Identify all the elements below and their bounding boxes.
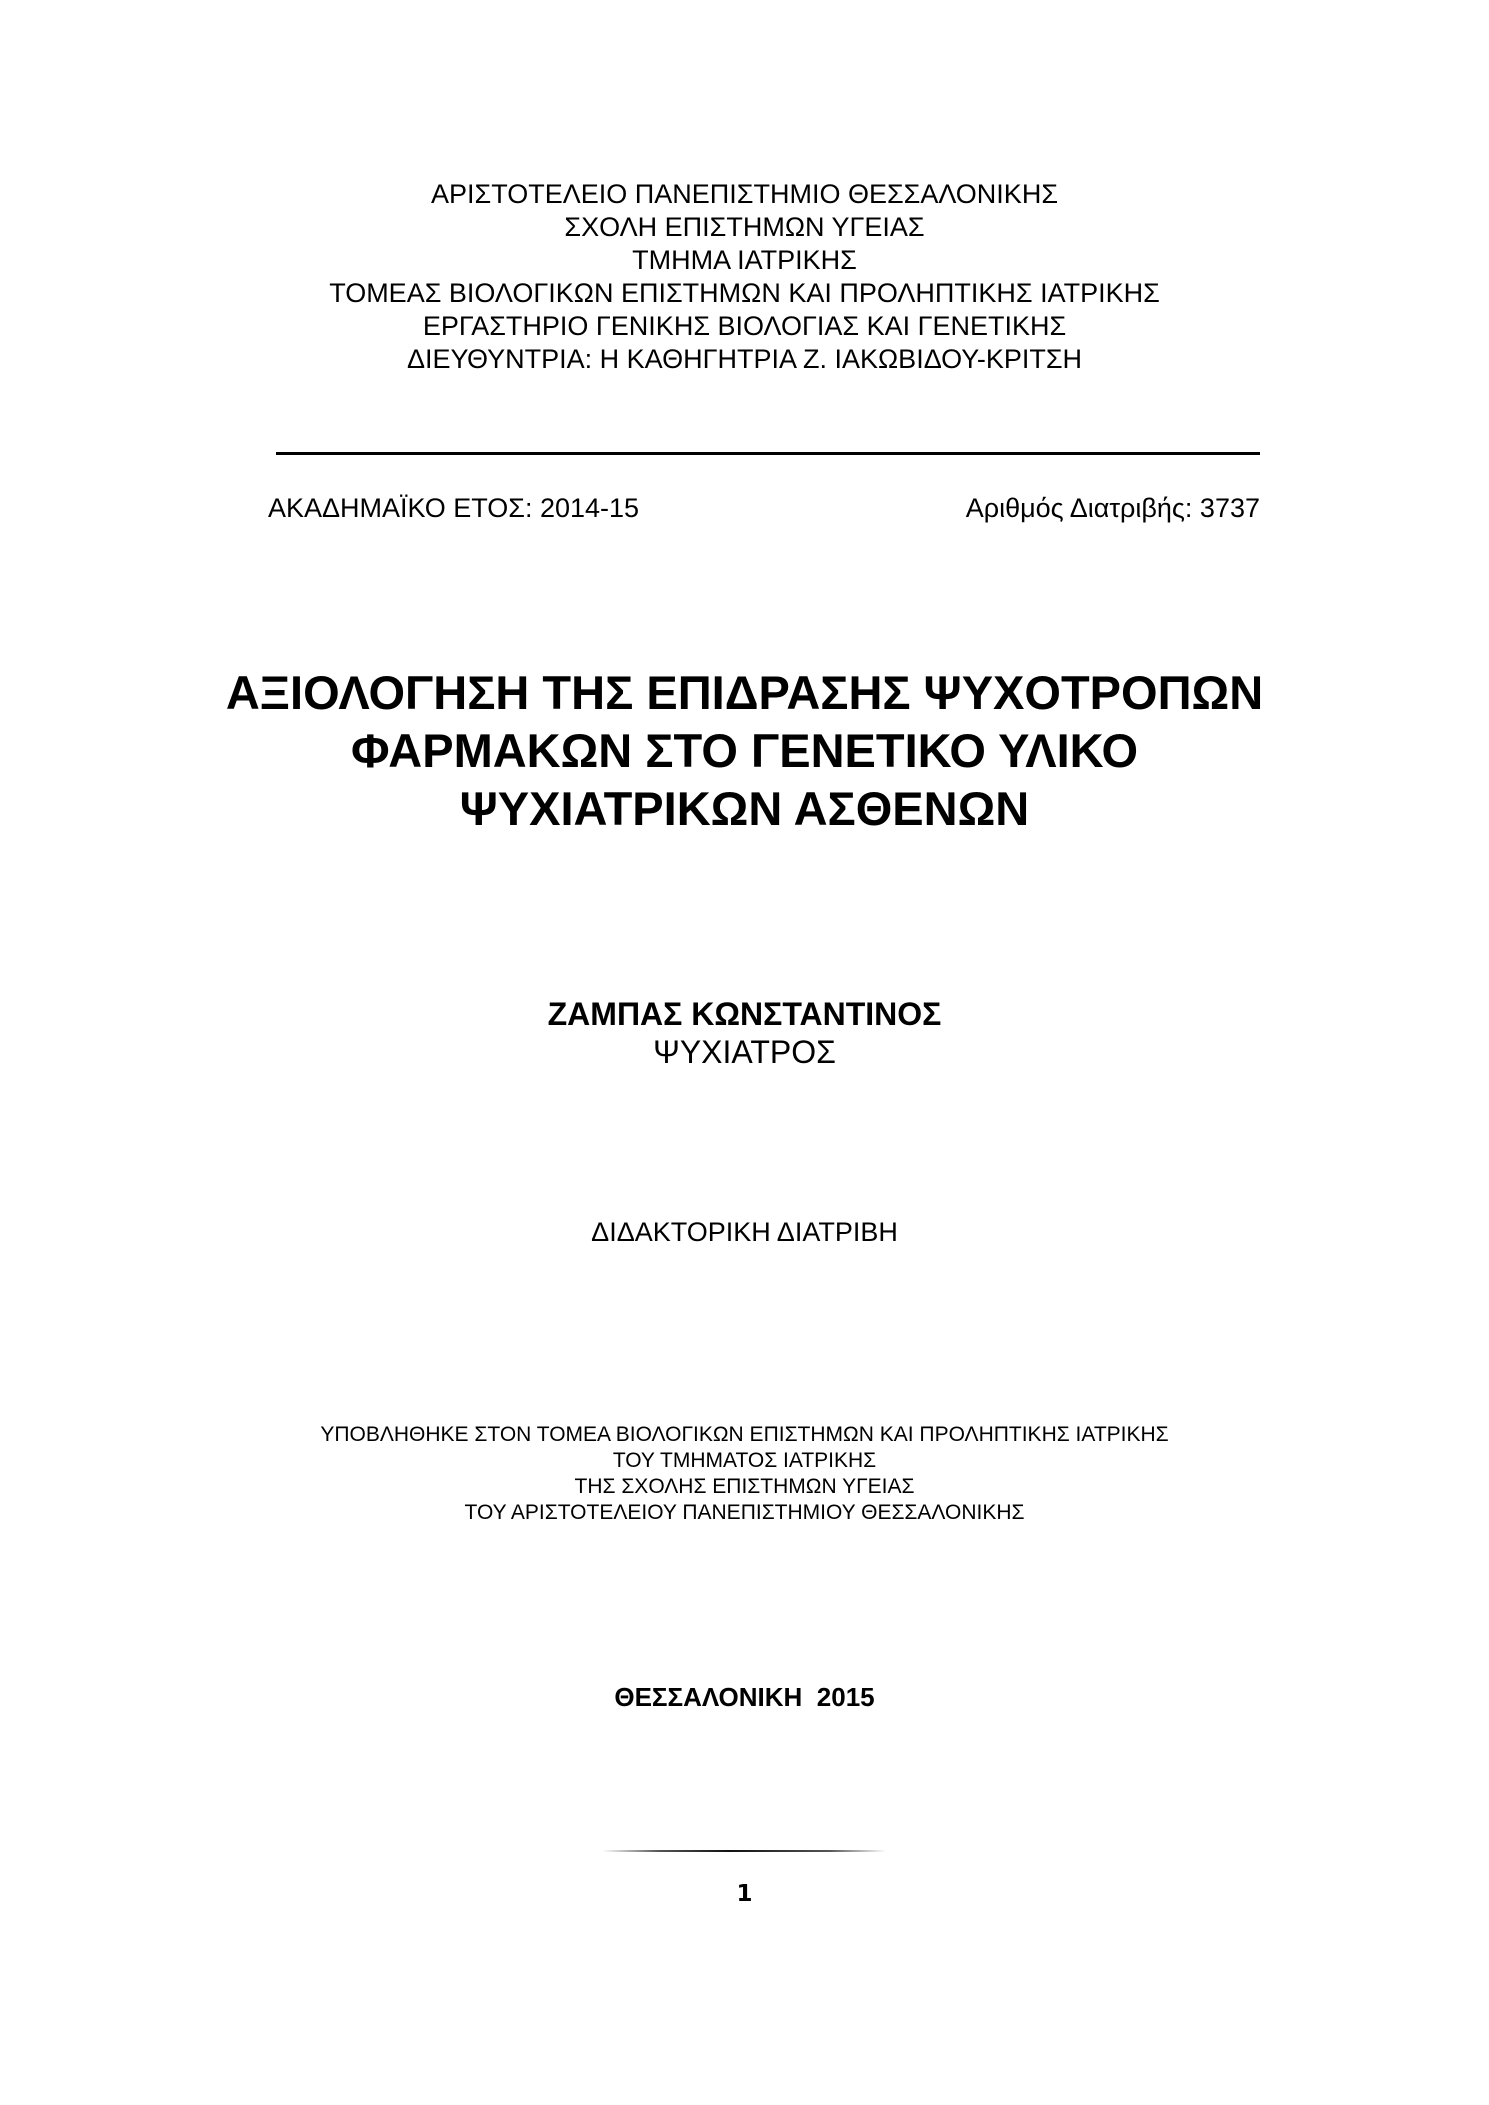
page-number: 1 [736, 1881, 753, 1907]
submitted-line-3: ΤΗΣ ΣΧΟΛΗΣ ΕΠΙΣΤΗΜΩΝ ΥΓΕΙΑΣ [574, 1475, 915, 1498]
title-line-3: ΨΥΧΙΑΤΡΙΚΩΝ ΑΣΘΕΝΩΝ [459, 782, 1030, 835]
author-role: ΨΥΧΙΑΤΡΟΣ [653, 1034, 836, 1070]
sector-name: ΤΟΜΕΑΣ ΒΙΟΛΟΓΙΚΩΝ ΕΠΙΣΤΗΜΩΝ ΚΑΙ ΠΡΟΛΗΠΤΙΚΗΣ ΙΑΤΡΙΚΗΣ [329, 278, 1160, 308]
thesis-title [0, 664, 1489, 838]
author-name: ΖΑΜΠΑΣ ΚΩΝΣΤΑΝΤΙΝΟΣ [547, 996, 942, 1032]
title-line-1: ΑΞΙΟΛΟΓΗΣΗ ΤΗΣ ΕΠΙΔΡΑΣΗΣ ΨΥΧΟΤΡΟΠΩΝ [225, 666, 1264, 719]
author-block [0, 995, 1489, 1071]
laboratory-name: ΕΡΓΑΣΤΗΡΙΟ ΓΕΝΙΚΗΣ ΒΙΟΛΟΓΙΑΣ ΚΑΙ ΓΕΝΕΤΙΚΗΣ [422, 311, 1067, 341]
title-line-2: ΦΑΡΜΑΚΩΝ ΣΤΟ ΓΕΝΕΤΙΚΟ ΥΛΙΚΟ [350, 724, 1139, 777]
header-divider [276, 452, 1260, 455]
submitted-line-4: ΤΟΥ ΑΡΙΣΤΟΤΕΛΕΙΟΥ ΠΑΝΕΠΙΣΤΗΜΙΟΥ ΘΕΣΣΑΛΟΝΙΚΗΣ [464, 1501, 1025, 1524]
department-name: ΤΜΗΜΑ ΙΑΤΡΙΚΗΣ [632, 245, 857, 275]
submitted-line-1: ΥΠΟΒΛΗΘΗΚΕ ΣΤΟΝ ΤΟΜΕΑ ΒΙΟΛΟΓΙΚΩΝ ΕΠΙΣΤΗΜΩΝ ΚΑΙ ΠΡΟΛΗΠΤΙΚΗΣ ΙΑΤΡΙΚΗΣ [320, 1423, 1169, 1446]
footer-divider [602, 1850, 886, 1852]
institution-header [0, 178, 1489, 376]
thesis-type: ΔΙΔΑΚΤΟΡΙΚΗ ΔΙΑΤΡΙΒΗ [591, 1217, 898, 1247]
submitted-line-2: ΤΟΥ ΤΜΗΜΑΤΟΣ ΙΑΤΡΙΚΗΣ [612, 1449, 877, 1472]
director-line: ΔΙΕΥΘΥΝΤΡΙΑ: Η ΚΑΘΗΓΗΤΡΙΑ Ζ. ΙΑΚΩΒΙΔΟΥ-ΚΡΙΤΣΗ [406, 344, 1083, 374]
academic-year: ΑΚΑΔΗΜΑΪΚΟ ΕΤΟΣ: 2014-15 [268, 493, 640, 523]
place-and-date: ΘΕΣΣΑΛΟΝΙΚΗ 2015 [614, 1682, 875, 1712]
university-name: ΑΡΙΣΤΟΤΕΛΕΙΟ ΠΑΝΕΠΙΣΤΗΜΙΟ ΘΕΣΣΑΛΟΝΙΚΗΣ [430, 179, 1059, 209]
school-name: ΣΧΟΛΗ ΕΠΙΣΤΗΜΩΝ ΥΓΕΙΑΣ [564, 212, 925, 242]
thesis-number: Αριθμός Διατριβής: 3737 [965, 493, 1260, 523]
submission-statement [0, 1422, 1489, 1526]
